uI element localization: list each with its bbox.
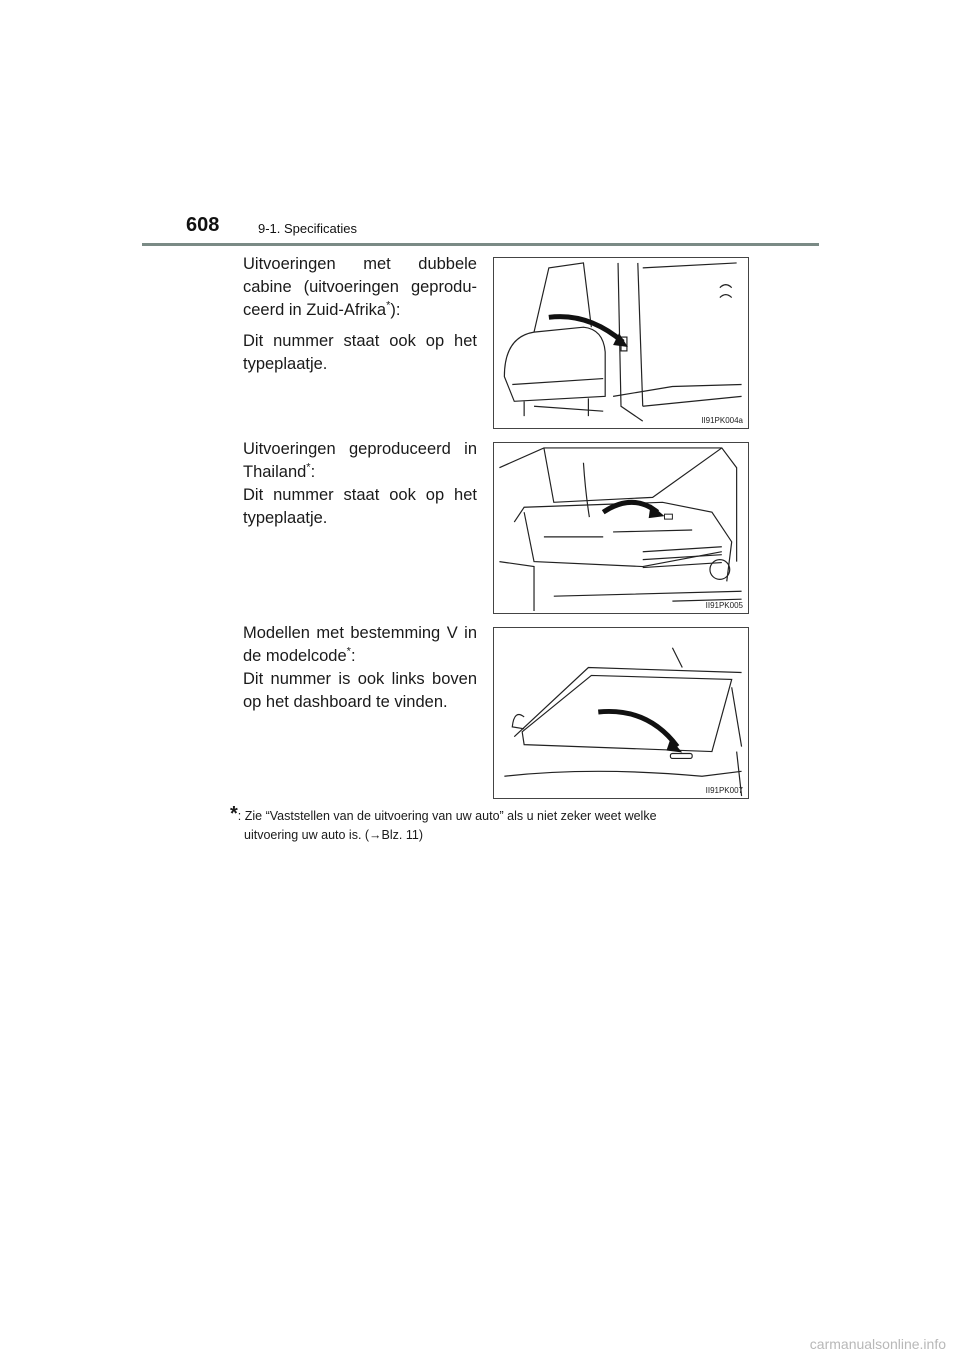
footnote-star: * (230, 803, 238, 825)
figure-code: II91PK005 (705, 601, 743, 610)
heading-suffix: : (310, 463, 316, 481)
page-number: 608 (186, 214, 220, 236)
block-note: Dit nummer is ook links boven op het dashboard te vinden. (243, 670, 477, 711)
engine-bay-illustration (494, 443, 748, 613)
figure-code: II91PK007 (705, 786, 743, 795)
footnote (230, 803, 760, 845)
text-block-model-v (243, 622, 477, 722)
block-heading (243, 622, 477, 668)
figure-windshield (493, 627, 749, 799)
text-block-thailand (243, 438, 477, 538)
figure-engine-bay (493, 442, 749, 614)
door-pillar-illustration (494, 258, 748, 428)
heading-text: Uitvoeringen met dubbele cabine (uitvoeringen geprodu-ceerd in Zuid-Afrika (243, 255, 477, 319)
figure-code: II91PK004a (701, 416, 743, 425)
block-note: Dit nummer staat ook op het typeplaatje. (243, 332, 477, 373)
footnote-marker: * (306, 461, 311, 474)
block-note: Dit nummer staat ook op het typeplaatje. (243, 486, 477, 527)
heading-suffix: ): (390, 301, 401, 319)
section-title: 9-1. Specificaties (258, 221, 357, 236)
windshield-illustration (494, 628, 748, 798)
figure-door-pillar (493, 257, 749, 429)
heading-text: Modellen met bestemming V in de modelcode (243, 624, 477, 665)
footnote-marker: * (386, 299, 391, 312)
header-rule (142, 243, 819, 246)
footnote-line-2: uitvoering uw auto is. (→Blz. 11) (244, 828, 424, 842)
footnote-marker: * (346, 645, 351, 658)
heading-suffix: : (350, 647, 356, 665)
footnote-line-1: : Zie “Vaststellen van de uitvoering van uw auto” als u niet zeker weet welke (237, 809, 657, 823)
block-heading (243, 438, 477, 484)
block-heading (243, 253, 477, 322)
watermark: carmanualsonline.info (809, 1336, 946, 1352)
text-block-double-cab (243, 253, 477, 384)
heading-text: Uitvoeringen geproduceerd in Thailand (243, 440, 477, 481)
